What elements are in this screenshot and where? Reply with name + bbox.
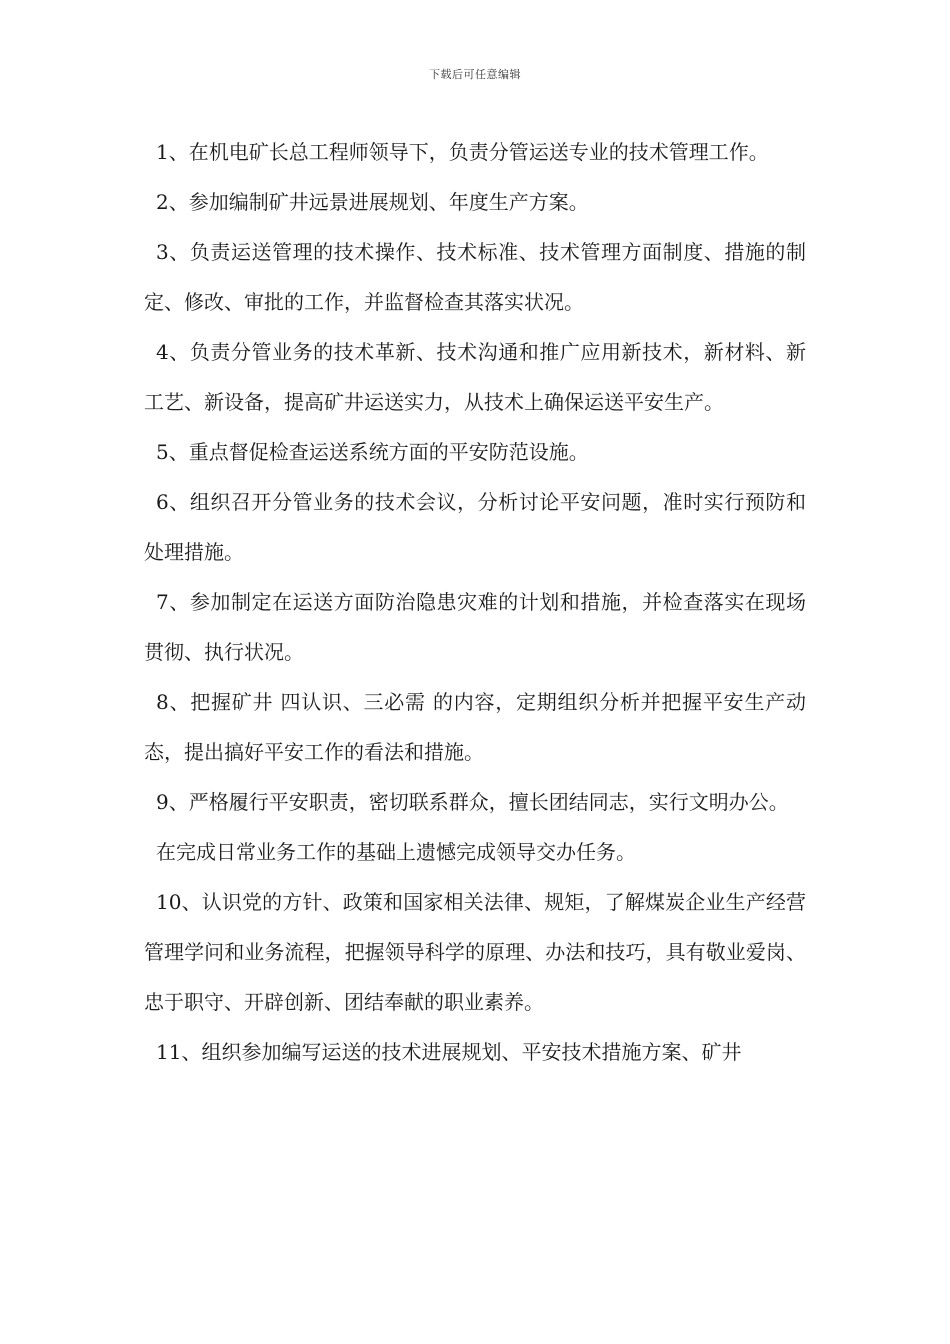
paragraph-5: 5、重点督促检查运送系统方面的平安防范设施。: [156, 440, 589, 464]
paragraph-4: 4、负责分管业务的技术革新、技术沟通和推广应用新技术，新材料、新工艺、新设备，提高矿井运送实力，从技术上确保运送平安生产。: [144, 340, 806, 414]
paragraph-9: 9、严格履行平安职责，密切联系群众，擅长团结同志，实行文明办公。: [156, 790, 789, 814]
paragraph-1: 1、在机电矿长总工程师领导下，负责分管运送专业的技术管理工作。: [156, 140, 769, 164]
paragraph-3: 3、负责运送管理的技术操作、技术标准、技术管理方面制度、措施的制定、修改、审批的工作，并监督检查其落实状况。: [144, 240, 806, 314]
paragraph-11: 11、组织参加编写运送的技术进展规划、平安技术措施方案、矿井: [156, 1040, 742, 1064]
paragraph-10: 10、认识党的方针、政策和国家相关法律、规矩，了解煤炭企业生产经营管理学问和业务流程，把握领导科学的原理、办法和技巧，具有敬业爱岗、忠于职守、开辟创新、团结奉献的职业素养。: [144, 890, 806, 1014]
paragraph-6: 6、组织召开分管业务的技术会议，分析讨论平安问题，准时实行预防和处理措施。: [144, 490, 806, 564]
paragraph-2: 2、参加编制矿井远景进展规划、年度生产方案。: [156, 190, 589, 214]
document-body: [144, 127, 806, 1077]
paragraph-extra: 在完成日常业务工作的基础上遗憾完成领导交办任务。: [156, 840, 636, 864]
page-header: 下载后可任意编辑: [429, 68, 521, 81]
paragraph-7: 7、参加制定在运送方面防治隐患灾难的计划和措施，并检查落实在现场贯彻、执行状况。: [144, 590, 806, 664]
paragraph-8: 8、把握矿井 四认识、三必需 的内容，定期组织分析并把握平安生产动态，提出搞好平安工作的看法和措施。: [144, 690, 806, 764]
